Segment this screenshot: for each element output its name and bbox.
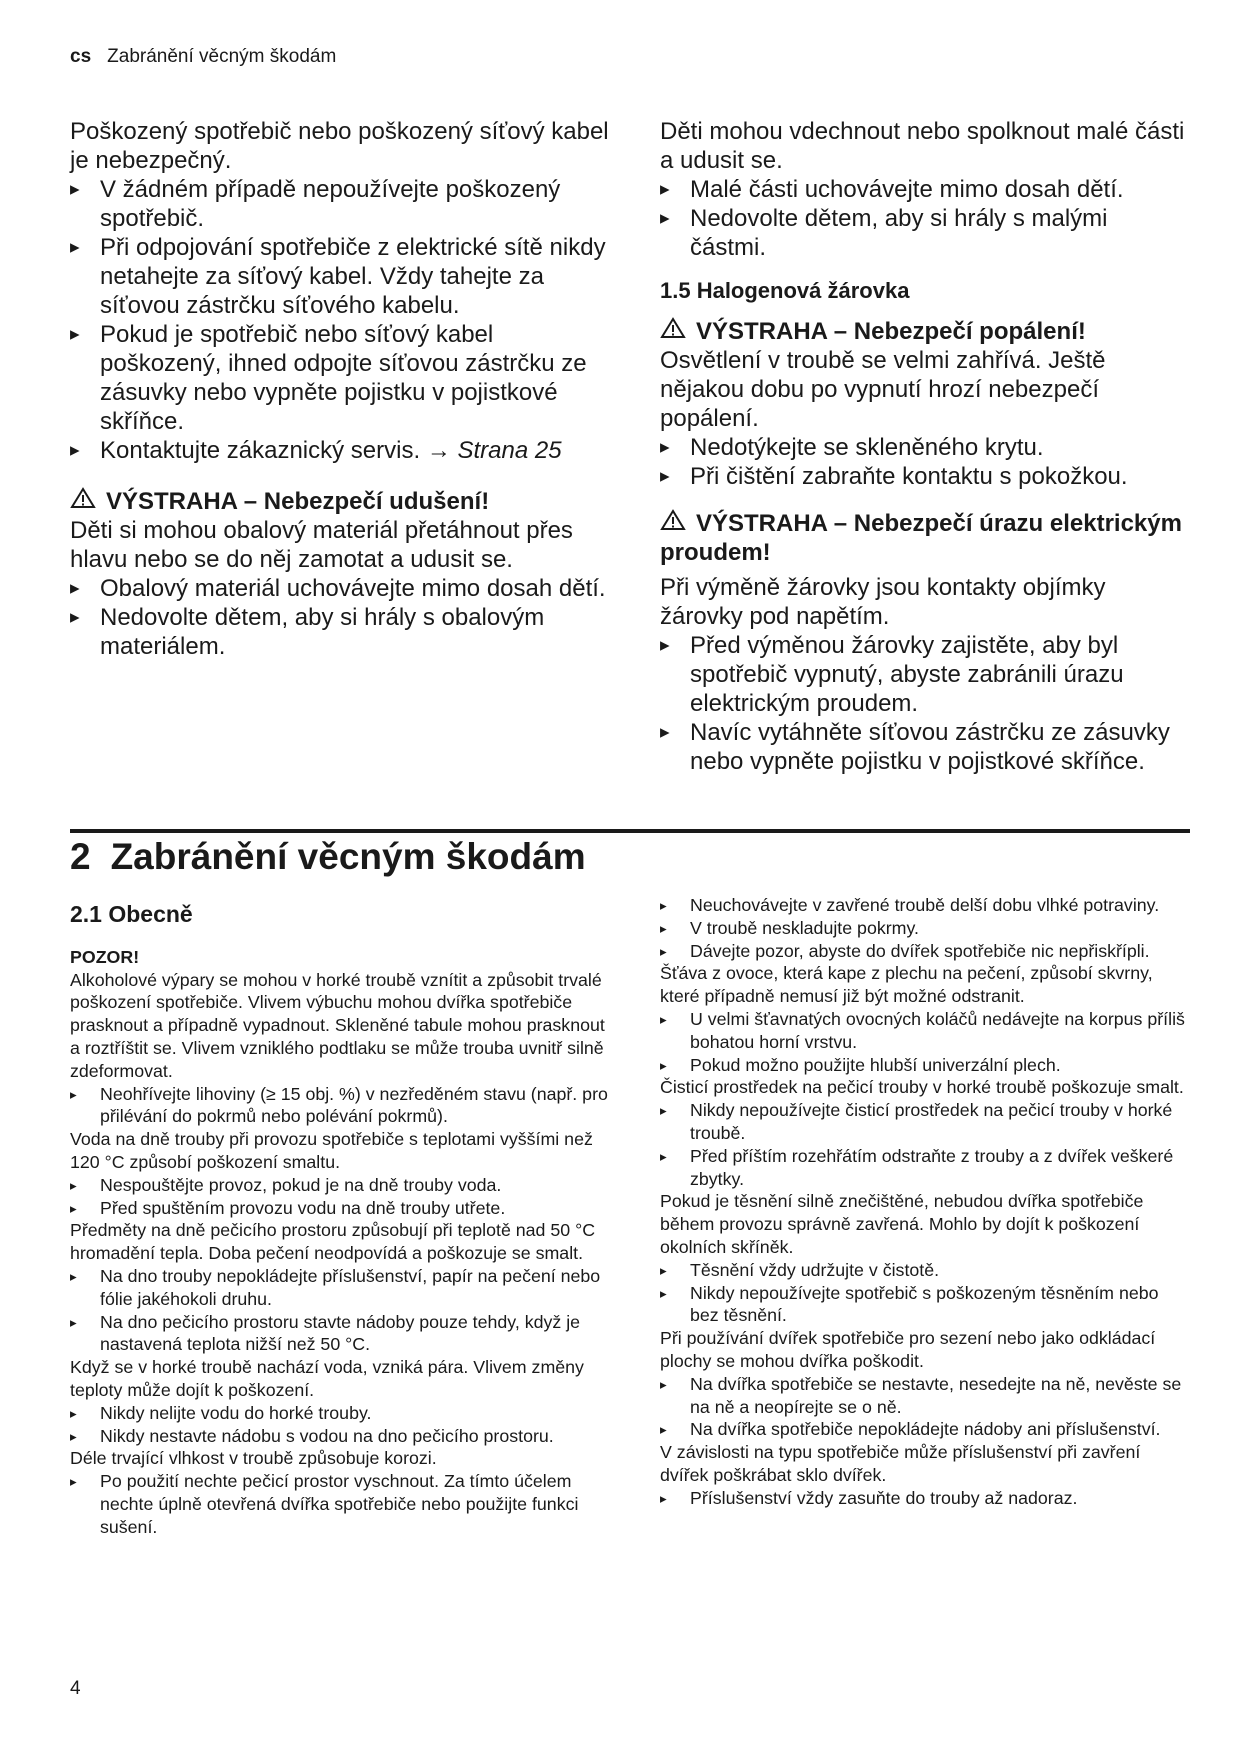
bullet-list — [660, 1259, 1190, 1327]
intro-text: Děti mohou vdechnout nebo spolknout malé části a udusit se. — [660, 118, 1185, 174]
bullet-list — [660, 1487, 1190, 1510]
list-item: ▸ Při odpojování spotřebiče z elektrické sítě nikdy netahejte za síťový kabel. Vždy tahejte za síťovou zástrčku síťového kabelu. — [70, 233, 610, 320]
paragraph: Voda na dně trouby při provozu spotřebiče s teplotami vyššími než 120 °C způsobí poškození smaltu. — [70, 1129, 593, 1172]
list-item: ▸ Nedovolte dětem, aby si hrály s malými částmi. — [660, 204, 1190, 262]
paragraph: Pokud je těsnění silně znečištěné, nebudou dvířka spotřebiče během provozu správně zavřená. Mohlo by dojít k poškození okolních skříněk. — [660, 1191, 1144, 1257]
list-item: ▸ Nikdy nepoužívejte spotřebič s poškozeným těsněním nebo bez těsnění. — [660, 1282, 1190, 1328]
bullet-list — [70, 1083, 610, 1129]
list-item: ▸ Nedovolte dětem, aby si hrály s obalovým materiálem. — [70, 603, 610, 661]
list-item: ▸ Na dvířka spotřebiče se nestavte, nesedejte na ně, nevěste se na ně a neopírejte se o ně. — [660, 1373, 1190, 1419]
list-item: ▸ Před příštím rozehřátím odstraňte z trouby a z dvířek veškeré zbytky. — [660, 1145, 1190, 1191]
list-item: ▸ Neohřívejte lihoviny (≥ 15 obj. %) v nezředěném stavu (např. pro přilévání do pokrmů nebo polévání pokrmů). — [70, 1083, 610, 1129]
list-item: ▸ Nespouštějte provoz, pokud je na dně trouby voda. — [70, 1174, 610, 1197]
chapter-title-text: Zabránění věcným škodám — [110, 836, 586, 877]
list-item: ▸ Těsnění vždy udržujte v čistotě. — [660, 1259, 1190, 1282]
list-item: ▸ Nikdy nepoužívejte čisticí prostředek na pečicí trouby v horké troubě. — [660, 1099, 1190, 1145]
list-item: ▸ Na dvířka spotřebiče nepokládejte nádoby ani příslušenství. — [660, 1418, 1190, 1441]
paragraph: Čisticí prostředek na pečicí trouby v horké troubě poškozuje smalt. — [660, 1077, 1184, 1098]
bullet-list — [660, 1099, 1190, 1190]
top-left-column — [70, 117, 610, 661]
list-item: ▸ V troubě neskladujte pokrmy. — [660, 917, 1190, 940]
paragraph: Alkoholové výpary se mohou v horké troubě vznítit a způsobit trvalé poškození spotřebiče. Vlivem výbuchu mohou dvířka spotřebiče prasknout a případně vypadnout. Skleněné tabule mohou prasknout a roztříštit se. Vlivem vzniklého podtlaku se může trouba uvnitř silně zdeformovat. — [70, 969, 605, 1081]
page-reference-link[interactable]: → Strana 25 — [426, 437, 562, 464]
bullet-list — [660, 175, 1190, 262]
list-item: ▸ Pokud je spotřebič nebo síťový kabel poškozený, ihned odpojte síťovou zástrčku ze zásuvky nebo vypněte pojistku v pojistkové skříňce. — [70, 320, 610, 436]
service-text: Kontaktujte zákaznický servis. — [100, 437, 421, 464]
chapter-number: 2 — [70, 836, 91, 877]
paragraph: Když se v horké troubě nachází voda, vzniká pára. Vlivem změny teploty může dojít k poškození. — [70, 1357, 584, 1400]
warning-heading — [70, 487, 610, 516]
list-item: ▸ Navíc vytáhněte síťovou zástrčku ze zásuvky nebo vypněte pojistku v pojistkové skříňce. — [660, 718, 1190, 776]
section-heading: 2.1 Obecně — [70, 901, 193, 927]
bullet-list — [70, 175, 610, 465]
paragraph: Šťáva z ovoce, která kape z plechu na pečení, způsobí skvrny, které případně nemusí již být možné odstranit. — [660, 963, 1153, 1007]
page-header — [70, 46, 336, 68]
running-title: Zabránění věcným škodám — [107, 46, 337, 67]
bullet-list — [660, 1373, 1190, 1441]
list-item: ▸ Před výměnou žárovky zajistěte, aby byl spotřebič vypnutý, abyste zabránili úrazu elektrickým proudem. — [660, 631, 1190, 718]
top-right-column — [660, 117, 1190, 776]
warning-title: VÝSTRAHA – Nebezpečí udušení! — [106, 488, 490, 515]
list-item: ▸ Nedotýkejte se skleněného krytu. — [660, 433, 1190, 462]
list-item: ▸ Nikdy nelijte vodu do horké trouby. — [70, 1402, 610, 1425]
list-item — [70, 436, 610, 465]
list-item: ▸ V žádném případě nepoužívejte poškozený spotřebič. — [70, 175, 610, 233]
bullet-list — [70, 1402, 610, 1448]
warning-triangle-icon — [660, 509, 686, 538]
caution-label: POZOR! — [70, 946, 140, 967]
warning-title: VÝSTRAHA – Nebezpečí úrazu elektrickým proudem! — [660, 510, 1182, 566]
bottom-left-column — [70, 903, 610, 1539]
list-item: ▸ Na dno pečicího prostoru stavte nádoby pouze tehdy, když je nastavená teplota nižší než 50 °C. — [70, 1311, 610, 1357]
bullet-list — [70, 574, 610, 661]
list-item: ▸ Před spuštěním provozu vodu na dně trouby utřete. — [70, 1197, 610, 1220]
warning-heading — [660, 317, 1190, 346]
list-item: ▸ Neuchovávejte v zavřené troubě delší dobu vlhké potraviny. — [660, 894, 1190, 917]
list-item: ▸ Nikdy nestavte nádobu s vodou na dno pečicího prostoru. — [70, 1425, 610, 1448]
bullet-list — [660, 1008, 1190, 1076]
chapter-divider — [70, 829, 1190, 833]
paragraph: V závislosti na typu spotřebiče může příslušenství při zavření dvířek poškrábat sklo dvířek. — [660, 1442, 1141, 1485]
list-item: ▸ Malé části uchovávejte mimo dosah dětí. — [660, 175, 1190, 204]
list-item: ▸ Dávejte pozor, abyste do dvířek spotřebiče nic nepřiskřípli. — [660, 940, 1190, 963]
list-item: ▸ Po použití nechte pečicí prostor vyschnout. Za tímto účelem nechte úplně otevřená dvířka spotřebiče nebo použijte funkci sušení. — [70, 1470, 610, 1538]
paragraph: Předměty na dně pečicího prostoru způsobují při teplotě nad 50 °C hromadění tepla. Doba pečení neodpovídá a poškozuje se smalt. — [70, 1220, 596, 1264]
intro-text: Poškozený spotřebič nebo poškozený síťový kabel je nebezpečný. — [70, 118, 609, 174]
warning-text: Osvětlení v troubě se velmi zahřívá. Ještě nějakou dobu po vypnutí hrozí nebezpečí popálení. — [660, 347, 1106, 432]
bullet-list — [660, 433, 1190, 491]
list-item: ▸ U velmi šťavnatých ovocných koláčů nedávejte na korpus příliš bohatou horní vrstvu. — [660, 1008, 1190, 1054]
bullet-list — [70, 1174, 610, 1220]
paragraph: Při používání dvířek spotřebiče pro sezení nebo jako odkládací plochy se mohou dvířka poškodit. — [660, 1328, 1156, 1371]
page-number: 4 — [70, 1678, 81, 1699]
section-heading: 1.5 Halogenová žárovka — [660, 278, 910, 303]
list-item: ▸ Pokud možno použijte hlubší univerzální plech. — [660, 1054, 1190, 1077]
warning-triangle-icon — [70, 487, 96, 516]
paragraph: Déle trvající vlhkost v troubě způsobuje korozi. — [70, 1448, 437, 1469]
list-item: ▸ Obalový materiál uchovávejte mimo dosah dětí. — [70, 574, 610, 603]
warning-text: Při výměně žárovky jsou kontakty objímky žárovky pod napětím. — [660, 574, 1106, 630]
bottom-right-column — [660, 894, 1190, 1510]
warning-title: VÝSTRAHA – Nebezpečí popálení! — [696, 318, 1086, 345]
warning-heading — [660, 509, 1190, 567]
chapter-title — [70, 836, 586, 878]
bullet-list — [70, 1470, 610, 1538]
warning-triangle-icon — [660, 317, 686, 346]
bullet-list — [660, 894, 1190, 962]
bullet-list — [70, 1265, 610, 1356]
bullet-list — [660, 631, 1190, 776]
language-code: cs — [70, 46, 92, 67]
list-item: ▸ Příslušenství vždy zasuňte do trouby až nadoraz. — [660, 1487, 1190, 1510]
warning-text: Děti si mohou obalový materiál přetáhnout přes hlavu nebo se do něj zamotat a udusit se. — [70, 517, 573, 573]
list-item: ▸ Při čištění zabraňte kontaktu s pokožkou. — [660, 462, 1190, 491]
list-item: ▸ Na dno trouby nepokládejte příslušenství, papír na pečení nebo fólie jakéhokoli druhu. — [70, 1265, 610, 1311]
